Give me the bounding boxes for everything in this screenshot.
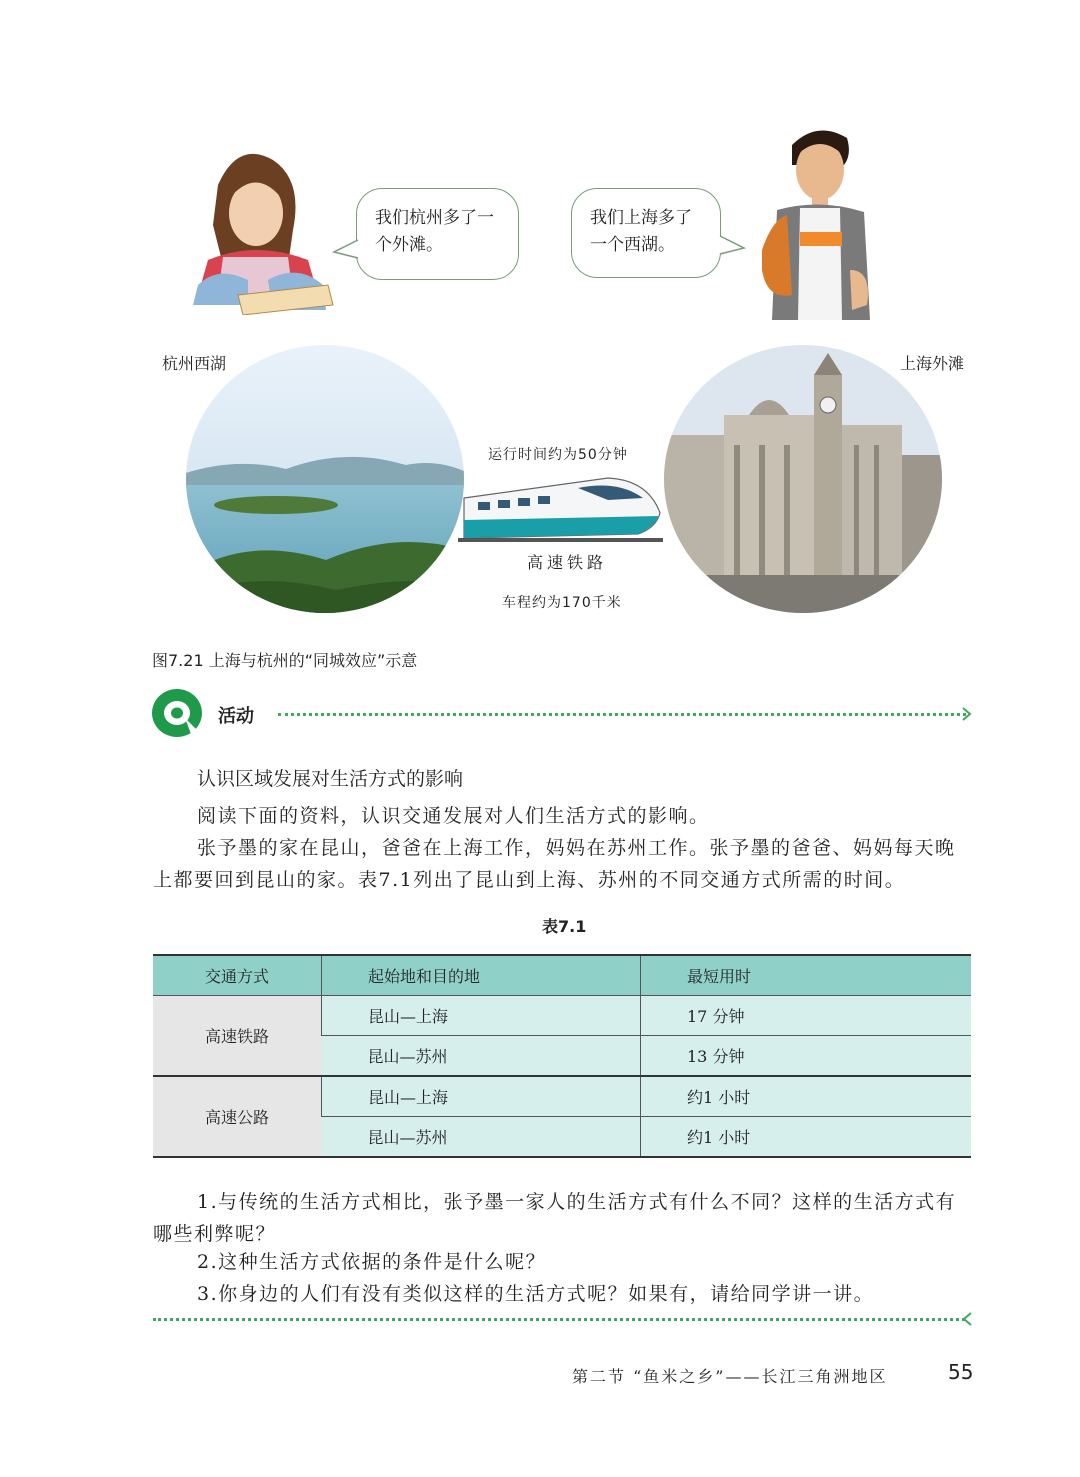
speech-text-right: 我们上海多了一个西湖。 <box>590 208 692 255</box>
table-title: 表7.1 <box>542 917 587 936</box>
train-time-label: 运行时间约为50分钟 <box>488 447 628 463</box>
activity-paragraph-text: 张予墨的家在昆山，爸爸在上海工作，妈妈在苏州工作。张予墨的爸爸、妈妈每天晚上都要回到昆山的家。表7.1列出了昆山到上海、苏州的不同交通方式所需的时间。 <box>153 837 956 891</box>
route-cell: 昆山—苏州 <box>322 1117 641 1158</box>
question-1 <box>153 1186 975 1250</box>
question-3: 3.你身边的人们有没有类似这样的生活方式呢？如果有，请给同学讲一讲。 <box>197 1283 875 1305</box>
route-cell: 昆山—苏州 <box>322 1036 641 1077</box>
label-hangzhou: 杭州西湖 <box>162 354 227 373</box>
header-route: 起始地和目的地 <box>322 955 641 996</box>
speech-bubble-left <box>356 188 519 280</box>
activity-title: 认识区域发展对生活方式的影响 <box>197 768 464 790</box>
time-cell: 约1 小时 <box>641 1117 972 1158</box>
time-cell: 13 分钟 <box>641 1036 972 1077</box>
activity-divider-top <box>278 713 966 716</box>
page-number: 55 <box>948 1360 974 1384</box>
activity-paragraph <box>153 832 975 896</box>
divider-arrow-left <box>962 1312 972 1326</box>
question-1-text: 1.与传统的生活方式相比，张予墨一家人的生活方式有什么不同？这样的生活方式有哪些利弊呢？ <box>153 1191 957 1245</box>
divider-arrow-right <box>962 707 972 721</box>
speech-text-left: 我们杭州多了一个外滩。 <box>375 208 494 255</box>
header-time: 最短用时 <box>641 955 972 996</box>
footer-section-title: 第二节 “鱼米之乡”——长江三角洲地区 <box>572 1367 888 1386</box>
label-shanghai: 上海外滩 <box>900 354 965 373</box>
mode-cell: 高速公路 <box>153 1076 322 1157</box>
west-lake-photo <box>186 345 464 613</box>
transport-table <box>153 954 971 1158</box>
speech-bubble-right <box>571 188 721 278</box>
girl-illustration <box>178 145 338 315</box>
table-header-row <box>153 955 971 996</box>
activity-divider-bottom <box>153 1318 965 1321</box>
activity-intro: 阅读下面的资料，认识交通发展对人们生活方式的影响。 <box>197 805 710 827</box>
train-illustration <box>458 468 663 544</box>
question-2: 2.这种生活方式依据的条件是什么呢？ <box>197 1251 547 1273</box>
header-mode: 交通方式 <box>153 955 322 996</box>
time-cell: 约1 小时 <box>641 1076 972 1117</box>
figure-caption: 图7.21 上海与杭州的“同城效应”示意 <box>152 651 418 670</box>
route-cell: 昆山—上海 <box>322 1076 641 1117</box>
activity-icon <box>151 688 203 738</box>
bund-photo <box>664 345 942 613</box>
train-name-label: 高速铁路 <box>527 553 608 572</box>
table-row <box>153 996 971 1036</box>
time-cell: 17 分钟 <box>641 996 972 1036</box>
mode-cell: 高速铁路 <box>153 996 322 1077</box>
table-row <box>153 1076 971 1117</box>
activity-label: 活动 <box>218 706 254 727</box>
speech-bubble-tail-right <box>718 234 746 258</box>
boy-illustration <box>752 120 882 335</box>
route-cell: 昆山—上海 <box>322 996 641 1036</box>
train-distance-label: 车程约为170千米 <box>502 595 622 611</box>
speech-bubble-tail-left <box>332 238 360 262</box>
